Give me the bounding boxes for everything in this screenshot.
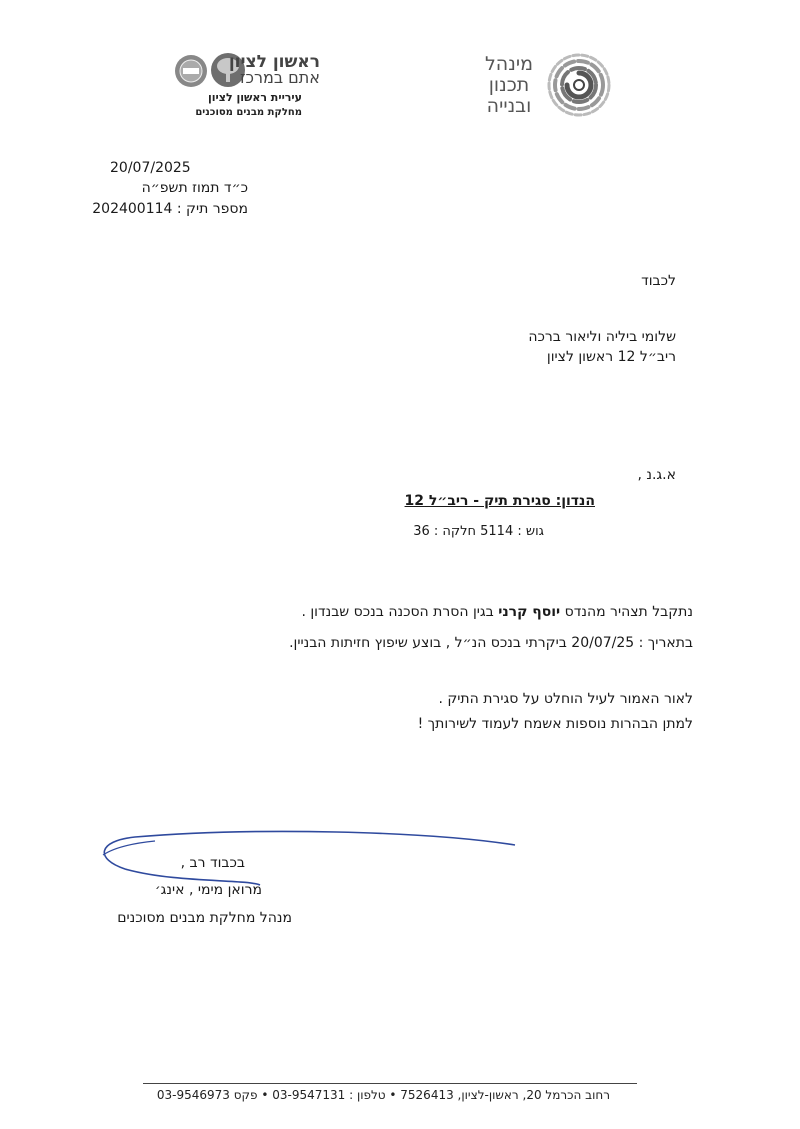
signer-title: מנהל מחלקת מבנים מסוכנים [117, 910, 292, 926]
logo-right-text: מינהל תכנון ובנייה [485, 53, 533, 117]
recipient-names: שלומי ביליה וליאור ברכה [528, 329, 676, 345]
footer-divider [143, 1083, 637, 1084]
file-number-value: 202400114 [92, 201, 173, 217]
signer-name: מרואן מימי , אינג׳ [154, 882, 262, 898]
p1-text-end: בגין הסרת הסכנה בנכס שבנדון . [301, 604, 499, 620]
body-paragraph-4: למתן הבהרות נוספות אשמח לעמוד לשירותך ! [417, 716, 693, 732]
logo-municipality: עיריית ראשון לציון [208, 91, 302, 104]
recipient-address: ריב״ל 12 ראשון לציון [546, 349, 676, 365]
engineer-name: יוסף קרני [498, 604, 561, 620]
body-paragraph-3: לאור האמור לעיל הוחלט על סגירת התיק . [438, 691, 693, 707]
parcel-details: גוש : 5114 חלקה : 36 [413, 524, 544, 539]
file-number-line [92, 201, 248, 217]
body-paragraph-2: בתאריך : 20/07/25 ביקרתי בנכס הנ״ל , בוצע שיפוץ חזיתות הבניין. [289, 635, 693, 651]
logo-department: מחלקת מבנים מסוכנים [195, 107, 302, 118]
hebrew-date: כ״ד תמוז תשפ״ה [141, 180, 248, 196]
spiral-logo-icon [546, 52, 612, 118]
p1-text-start: נתקבל תצהיר מהנדס [560, 604, 693, 620]
closing: בכבוד רב , [180, 855, 245, 871]
greeting: לכבוד [641, 273, 676, 289]
planning-administration-logo [478, 46, 618, 126]
logo-city-name: ראשון לציון [228, 52, 320, 72]
body-paragraph-1 [301, 604, 693, 620]
salutation: א.ג.נ , [637, 467, 676, 483]
footer-contact: רחוב הכרמל 20, ראשון-לציון, 7526413 • טלפון : 03-9547131 • פקס 03-9546973 [156, 1088, 610, 1102]
subject-line: הנדון: סגירת תיק - ריב״ל 12 [404, 493, 595, 509]
letter-date: 20/07/2025 [110, 160, 191, 176]
file-number-label: מספר תיק : [176, 201, 248, 217]
rishon-lezion-logo [170, 50, 320, 125]
municipal-seal-icon [174, 54, 208, 88]
logo-slogan: אתם במרכז [239, 68, 320, 87]
